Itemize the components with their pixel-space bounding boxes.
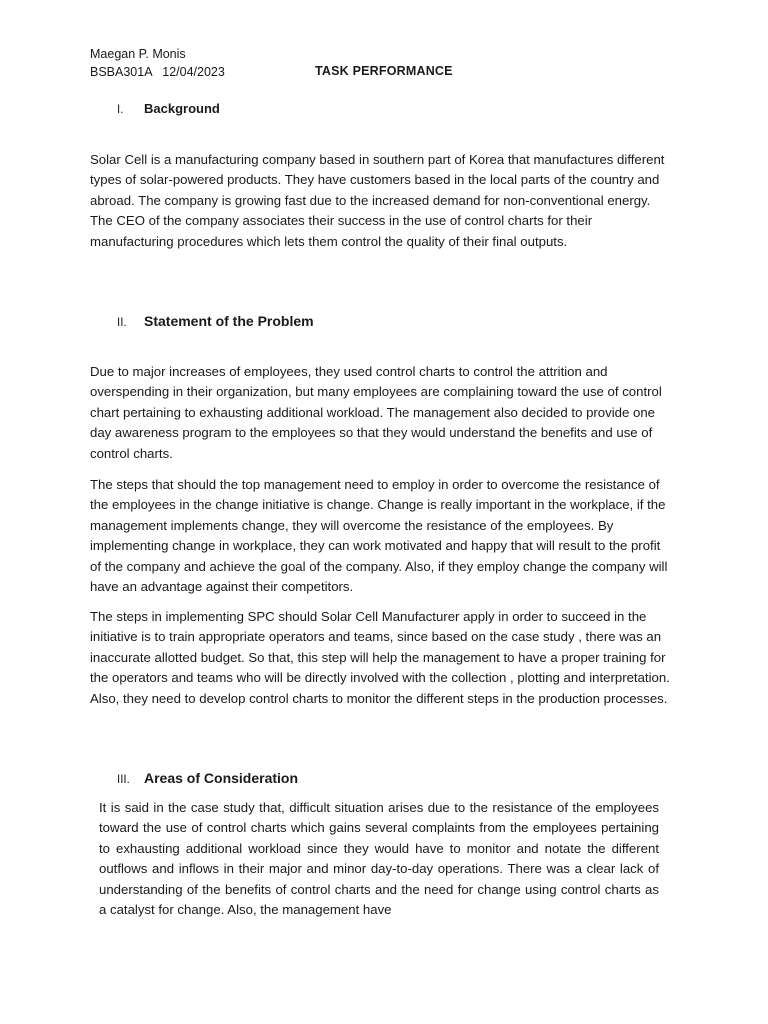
section-title: Background	[144, 101, 220, 116]
section-and-date: BSBA301A 12/04/2023	[90, 65, 225, 79]
background-paragraph: Solar Cell is a manufacturing company based in southern part of Korea that manufactures different types of solar-powered products. They have customers based in the local parts of the country and abroad. The company is growing fast due to the increased demand for non-conventional energy. The CEO of the company associates their success in the use of control charts for their manufacturing procedures which lets them control the quality of their final outputs.	[90, 152, 665, 249]
author-name: Maegan P. Monis	[90, 47, 186, 61]
section-title: Statement of the Problem	[144, 313, 314, 329]
problem-paragraph-3: The steps in implementing SPC should Solar Cell Manufacturer apply in order to succeed in the initiative is to train appropriate operators and teams, since based on the case study , there was an inaccurate allotted budget. So that, this step will help the management to have a proper training for the operators and teams who will be directly involved with the collection , plotting and interpretation. Also, they need to develop control charts to monitor the different steps in the production processes.	[90, 609, 670, 706]
section-numeral: I.	[117, 104, 124, 116]
section-heading-statement-of-problem	[117, 313, 314, 329]
problem-paragraph-1: Due to major increases of employees, they used control charts to control the attrition and overspending in their organization, but many employees are complaining toward the use of control chart pertaining to exhausting additional workload. The management also decided to provide one day awareness program to the employees so that they would understand the benefits and use of control charts.	[90, 364, 662, 461]
section-title: Areas of Consideration	[144, 770, 299, 786]
considerations-paragraph: It is said in the case study that, difficult situation arises due to the resistance of the employees toward the use of control charts which gains several complaints from the employees pertaining to exhausting additional workload since they would have to monitor and notate the different outflows and inflows in their major and minor day-to-day operations. There was a clear lack of understanding of the benefits of control charts and the need for change using control charts as a catalyst for change. Also, the management have	[99, 800, 659, 918]
problem-paragraph-2: The steps that should the top management need to employ in order to overcome the resistance of the employees in the change initiative is change. Change is really important in the workplace, if the management implements change, they will overcome the resistance of the employees. By implementing change in workplace, they can work motivated and happy that will result to the profit of the company and achieve the goal of the company. Also, if they employ change the company will have an advantage against their competitors.	[90, 477, 668, 595]
section-numeral: II.	[117, 317, 127, 329]
section-heading-areas-of-consideration	[117, 770, 298, 786]
section-numeral: III.	[117, 774, 130, 786]
section-heading-background	[117, 101, 220, 116]
document-title: TASK PERFORMANCE	[315, 64, 453, 78]
